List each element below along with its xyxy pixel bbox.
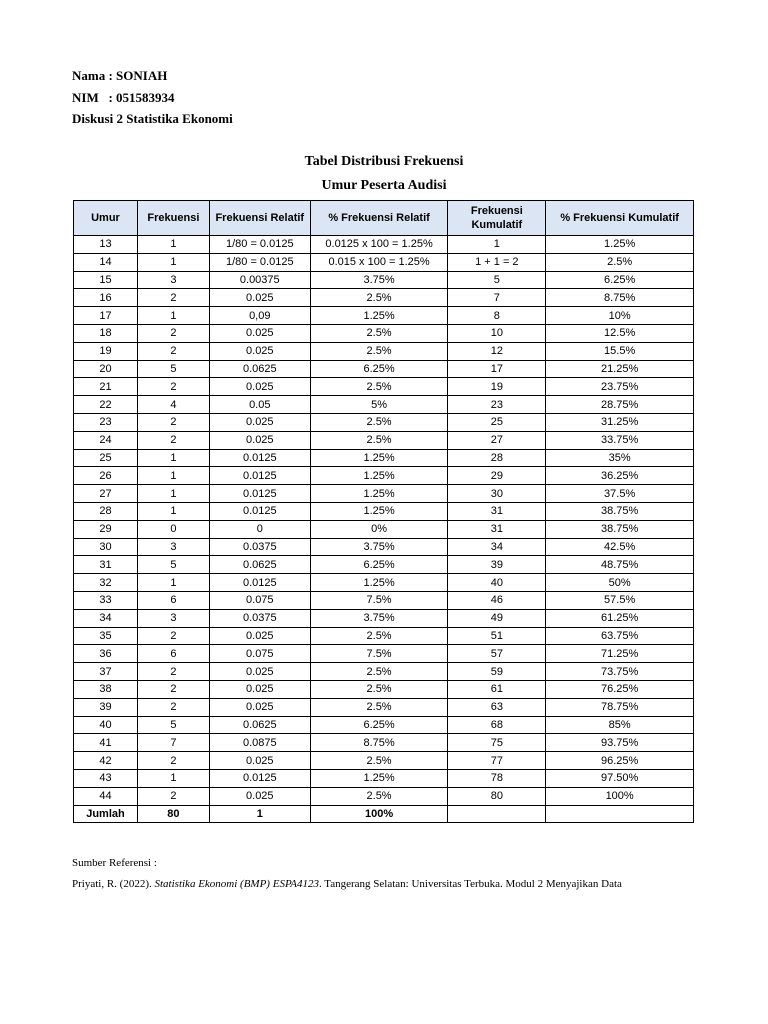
- col-header-frekuensi-kumulatif: Frekuensi Kumulatif: [448, 201, 546, 236]
- cell-persen-frekuensi-relatif: 6.25%: [310, 556, 448, 574]
- cell-umur: 29: [74, 520, 138, 538]
- cell-frekuensi-kumulatif: 31: [448, 502, 546, 520]
- cell-frekuensi-kumulatif: 12: [448, 342, 546, 360]
- cell-frekuensi-relatif: 0.025: [209, 627, 310, 645]
- cell-umur: 20: [74, 360, 138, 378]
- cell-umur: 18: [74, 324, 138, 342]
- cell-frekuensi-kumulatif: 68: [448, 716, 546, 734]
- cell-persen-frekuensi-kumulatif: 50%: [546, 574, 694, 592]
- reference-publisher: . Tangerang Selatan: Universitas Terbuka. Modul 2 Menyajikan Data: [318, 878, 622, 890]
- table-row: [74, 502, 694, 520]
- cell-frekuensi: 2: [137, 431, 209, 449]
- cell-frekuensi-relatif: 1/80 = 0.0125: [209, 236, 310, 254]
- cell-frekuensi-kumulatif: 5: [448, 271, 546, 289]
- cell-frekuensi: 5: [137, 556, 209, 574]
- cell-persen-frekuensi-relatif: 1.25%: [310, 502, 448, 520]
- cell-persen-frekuensi-kumulatif: 36.25%: [546, 467, 694, 485]
- table-row: [74, 413, 694, 431]
- cell-frekuensi: 1: [137, 574, 209, 592]
- cell-frekuensi-kumulatif: 63: [448, 698, 546, 716]
- cell-frekuensi-kumulatif: 30: [448, 485, 546, 503]
- cell-persen-frekuensi-kumulatif: 57.5%: [546, 591, 694, 609]
- cell-umur: 16: [74, 289, 138, 307]
- total-frekuensi-relatif: 1: [209, 805, 310, 823]
- col-header-persen-frekuensi-relatif: % Frekuensi Relatif: [310, 201, 448, 236]
- cell-persen-frekuensi-kumulatif: 71.25%: [546, 645, 694, 663]
- cell-persen-frekuensi-relatif: 1.25%: [310, 467, 448, 485]
- table-row: [74, 645, 694, 663]
- table-row: [74, 734, 694, 752]
- cell-persen-frekuensi-relatif: 6.25%: [310, 716, 448, 734]
- cell-persen-frekuensi-relatif: 2.5%: [310, 787, 448, 805]
- cell-persen-frekuensi-kumulatif: 23.75%: [546, 378, 694, 396]
- cell-frekuensi-kumulatif: 51: [448, 627, 546, 645]
- reference-author: Priyati, R. (2022).: [72, 878, 155, 890]
- cell-persen-frekuensi-kumulatif: 63.75%: [546, 627, 694, 645]
- cell-persen-frekuensi-kumulatif: 96.25%: [546, 752, 694, 770]
- cell-frekuensi: 1: [137, 236, 209, 254]
- cell-umur: 17: [74, 307, 138, 325]
- cell-persen-frekuensi-relatif: 2.5%: [310, 289, 448, 307]
- cell-frekuensi: 3: [137, 271, 209, 289]
- cell-frekuensi-kumulatif: 19: [448, 378, 546, 396]
- table-row: [74, 627, 694, 645]
- cell-frekuensi-relatif: 0: [209, 520, 310, 538]
- cell-frekuensi-relatif: 0.025: [209, 413, 310, 431]
- cell-persen-frekuensi-relatif: 8.75%: [310, 734, 448, 752]
- cell-frekuensi: 2: [137, 342, 209, 360]
- cell-persen-frekuensi-relatif: 2.5%: [310, 378, 448, 396]
- cell-persen-frekuensi-relatif: 7.5%: [310, 645, 448, 663]
- cell-umur: 36: [74, 645, 138, 663]
- cell-umur: 28: [74, 502, 138, 520]
- cell-persen-frekuensi-kumulatif: 61.25%: [546, 609, 694, 627]
- table-row: [74, 289, 694, 307]
- cell-frekuensi-relatif: 0.0125: [209, 449, 310, 467]
- table-total-row: [74, 805, 694, 823]
- cell-umur: 38: [74, 680, 138, 698]
- table-row: [74, 485, 694, 503]
- cell-frekuensi-kumulatif: 17: [448, 360, 546, 378]
- table-subtitle: Umur Peserta Audisi: [321, 178, 447, 193]
- cell-frekuensi-relatif: 0.00375: [209, 271, 310, 289]
- cell-frekuensi: 2: [137, 378, 209, 396]
- cell-umur: 14: [74, 253, 138, 271]
- cell-frekuensi: 3: [137, 538, 209, 556]
- cell-frekuensi-relatif: 0.025: [209, 698, 310, 716]
- cell-umur: 24: [74, 431, 138, 449]
- cell-umur: 21: [74, 378, 138, 396]
- nim-value: : 051583934: [108, 90, 175, 105]
- col-header-persen-frekuensi-kumulatif: % Frekuensi Kumulatif: [546, 201, 694, 236]
- cell-frekuensi-relatif: 0.025: [209, 431, 310, 449]
- cell-umur: 35: [74, 627, 138, 645]
- discussion-subject: Diskusi 2 Statistika Ekonomi: [72, 111, 233, 126]
- cell-frekuensi-relatif: 0.0625: [209, 360, 310, 378]
- cell-frekuensi-kumulatif: 80: [448, 787, 546, 805]
- cell-persen-frekuensi-kumulatif: 35%: [546, 449, 694, 467]
- cell-frekuensi: 4: [137, 396, 209, 414]
- cell-frekuensi-relatif: 0.0625: [209, 716, 310, 734]
- cell-frekuensi-kumulatif: 77: [448, 752, 546, 770]
- cell-frekuensi-relatif: 0.075: [209, 591, 310, 609]
- cell-frekuensi-kumulatif: 25: [448, 413, 546, 431]
- cell-umur: 43: [74, 769, 138, 787]
- table-row: [74, 752, 694, 770]
- cell-persen-frekuensi-kumulatif: 93.75%: [546, 734, 694, 752]
- table-row: [74, 698, 694, 716]
- table-row: [74, 663, 694, 681]
- cell-frekuensi-kumulatif: 78: [448, 769, 546, 787]
- cell-umur: 27: [74, 485, 138, 503]
- cell-frekuensi: 1: [137, 253, 209, 271]
- cell-frekuensi: 2: [137, 413, 209, 431]
- cell-umur: 25: [74, 449, 138, 467]
- cell-persen-frekuensi-relatif: 2.5%: [310, 680, 448, 698]
- table-row: [74, 449, 694, 467]
- cell-frekuensi-kumulatif: 29: [448, 467, 546, 485]
- cell-umur: 41: [74, 734, 138, 752]
- reference-book-title: Statistika Ekonomi (BMP) ESPA4123: [154, 878, 319, 890]
- cell-persen-frekuensi-kumulatif: 38.75%: [546, 520, 694, 538]
- cell-frekuensi: 1: [137, 485, 209, 503]
- cell-persen-frekuensi-relatif: 2.5%: [310, 342, 448, 360]
- cell-frekuensi-relatif: 0.0375: [209, 609, 310, 627]
- cell-persen-frekuensi-kumulatif: 33.75%: [546, 431, 694, 449]
- table-row: [74, 360, 694, 378]
- cell-persen-frekuensi-kumulatif: 73.75%: [546, 663, 694, 681]
- cell-persen-frekuensi-relatif: 3.75%: [310, 609, 448, 627]
- cell-frekuensi-relatif: 0.025: [209, 342, 310, 360]
- cell-persen-frekuensi-relatif: 5%: [310, 396, 448, 414]
- cell-frekuensi-relatif: 0.025: [209, 663, 310, 681]
- cell-persen-frekuensi-relatif: 2.5%: [310, 698, 448, 716]
- cell-persen-frekuensi-kumulatif: 12.5%: [546, 324, 694, 342]
- cell-frekuensi: 2: [137, 752, 209, 770]
- cell-frekuensi-relatif: 1/80 = 0.0125: [209, 253, 310, 271]
- table-row: [74, 556, 694, 574]
- total-persen-frekuensi-kumulatif: [546, 805, 694, 823]
- cell-persen-frekuensi-kumulatif: 1.25%: [546, 236, 694, 254]
- table-row: [74, 253, 694, 271]
- cell-umur: 33: [74, 591, 138, 609]
- table-row: [74, 574, 694, 592]
- cell-persen-frekuensi-kumulatif: 97.50%: [546, 769, 694, 787]
- cell-frekuensi-kumulatif: 27: [448, 431, 546, 449]
- cell-frekuensi-relatif: 0.025: [209, 787, 310, 805]
- cell-frekuensi-relatif: 0.025: [209, 752, 310, 770]
- col-header-frekuensi-relatif: Frekuensi Relatif: [209, 201, 310, 236]
- cell-persen-frekuensi-relatif: 1.25%: [310, 307, 448, 325]
- cell-frekuensi-relatif: 0.0875: [209, 734, 310, 752]
- cell-frekuensi-kumulatif: 10: [448, 324, 546, 342]
- table-row: [74, 538, 694, 556]
- cell-persen-frekuensi-kumulatif: 76.25%: [546, 680, 694, 698]
- cell-frekuensi-kumulatif: 46: [448, 591, 546, 609]
- cell-persen-frekuensi-relatif: 2.5%: [310, 413, 448, 431]
- cell-frekuensi: 3: [137, 609, 209, 627]
- table-row: [74, 520, 694, 538]
- cell-persen-frekuensi-kumulatif: 37.5%: [546, 485, 694, 503]
- cell-persen-frekuensi-relatif: 2.5%: [310, 431, 448, 449]
- cell-frekuensi-kumulatif: 31: [448, 520, 546, 538]
- cell-frekuensi: 2: [137, 698, 209, 716]
- cell-frekuensi-kumulatif: 59: [448, 663, 546, 681]
- cell-persen-frekuensi-relatif: 7.5%: [310, 591, 448, 609]
- cell-persen-frekuensi-kumulatif: 31.25%: [546, 413, 694, 431]
- cell-frekuensi: 7: [137, 734, 209, 752]
- student-nim: [72, 90, 175, 106]
- cell-umur: 31: [74, 556, 138, 574]
- reference-citation: [72, 878, 622, 890]
- cell-umur: 37: [74, 663, 138, 681]
- cell-frekuensi-kumulatif: 7: [448, 289, 546, 307]
- table-title: Tabel Distribusi Frekuensi: [304, 154, 464, 169]
- table-row: [74, 307, 694, 325]
- cell-frekuensi-kumulatif: 40: [448, 574, 546, 592]
- cell-umur: 22: [74, 396, 138, 414]
- cell-frekuensi-relatif: 0.0125: [209, 769, 310, 787]
- cell-frekuensi-relatif: 0.0125: [209, 502, 310, 520]
- table-row: [74, 716, 694, 734]
- cell-persen-frekuensi-kumulatif: 48.75%: [546, 556, 694, 574]
- cell-umur: 23: [74, 413, 138, 431]
- cell-frekuensi-relatif: 0.025: [209, 289, 310, 307]
- cell-umur: 39: [74, 698, 138, 716]
- cell-frekuensi: 5: [137, 716, 209, 734]
- cell-frekuensi: 0: [137, 520, 209, 538]
- cell-frekuensi-relatif: 0.025: [209, 378, 310, 396]
- cell-frekuensi: 1: [137, 769, 209, 787]
- table-row: [74, 378, 694, 396]
- cell-persen-frekuensi-relatif: 0.0125 x 100 = 1.25%: [310, 236, 448, 254]
- table-row: [74, 769, 694, 787]
- col-header-umur: Umur: [74, 201, 138, 236]
- cell-frekuensi: 6: [137, 645, 209, 663]
- cell-persen-frekuensi-kumulatif: 10%: [546, 307, 694, 325]
- table-header-row: [74, 201, 694, 236]
- cell-frekuensi-kumulatif: 1: [448, 236, 546, 254]
- cell-persen-frekuensi-relatif: 1.25%: [310, 449, 448, 467]
- cell-frekuensi: 2: [137, 680, 209, 698]
- cell-frekuensi: 2: [137, 627, 209, 645]
- cell-persen-frekuensi-kumulatif: 21.25%: [546, 360, 694, 378]
- cell-umur: 44: [74, 787, 138, 805]
- table-row: [74, 431, 694, 449]
- cell-umur: 13: [74, 236, 138, 254]
- cell-persen-frekuensi-kumulatif: 85%: [546, 716, 694, 734]
- cell-frekuensi-relatif: 0.0125: [209, 467, 310, 485]
- nim-label: NIM: [72, 90, 99, 105]
- cell-persen-frekuensi-kumulatif: 6.25%: [546, 271, 694, 289]
- cell-frekuensi-relatif: 0.0625: [209, 556, 310, 574]
- cell-frekuensi-relatif: 0,09: [209, 307, 310, 325]
- cell-frekuensi: 2: [137, 289, 209, 307]
- cell-frekuensi-kumulatif: 39: [448, 556, 546, 574]
- cell-persen-frekuensi-relatif: 6.25%: [310, 360, 448, 378]
- total-frekuensi: 80: [137, 805, 209, 823]
- cell-persen-frekuensi-relatif: 2.5%: [310, 324, 448, 342]
- cell-umur: 40: [74, 716, 138, 734]
- cell-persen-frekuensi-kumulatif: 38.75%: [546, 502, 694, 520]
- cell-frekuensi-relatif: 0.0125: [209, 574, 310, 592]
- cell-frekuensi: 1: [137, 502, 209, 520]
- cell-frekuensi: 5: [137, 360, 209, 378]
- total-persen-frekuensi-relatif: 100%: [310, 805, 448, 823]
- table-row: [74, 236, 694, 254]
- cell-frekuensi-kumulatif: 8: [448, 307, 546, 325]
- cell-frekuensi-kumulatif: 49: [448, 609, 546, 627]
- cell-umur: 42: [74, 752, 138, 770]
- cell-persen-frekuensi-kumulatif: 15.5%: [546, 342, 694, 360]
- reference-heading: Sumber Referensi :: [72, 857, 157, 869]
- cell-frekuensi-relatif: 0.075: [209, 645, 310, 663]
- cell-umur: 15: [74, 271, 138, 289]
- cell-frekuensi: 2: [137, 324, 209, 342]
- cell-frekuensi-kumulatif: 57: [448, 645, 546, 663]
- cell-frekuensi-relatif: 0.025: [209, 324, 310, 342]
- cell-frekuensi-kumulatif: 23: [448, 396, 546, 414]
- table-row: [74, 396, 694, 414]
- cell-frekuensi-kumulatif: 28: [448, 449, 546, 467]
- table-row: [74, 467, 694, 485]
- cell-umur: 26: [74, 467, 138, 485]
- cell-frekuensi-relatif: 0.05: [209, 396, 310, 414]
- cell-persen-frekuensi-relatif: 2.5%: [310, 627, 448, 645]
- cell-frekuensi: 1: [137, 307, 209, 325]
- cell-frekuensi-relatif: 0.0375: [209, 538, 310, 556]
- cell-frekuensi: 2: [137, 663, 209, 681]
- table-row: [74, 609, 694, 627]
- student-name: Nama : SONIAH: [72, 68, 168, 83]
- table-row: [74, 787, 694, 805]
- cell-persen-frekuensi-kumulatif: 42.5%: [546, 538, 694, 556]
- total-umur: Jumlah: [74, 805, 138, 823]
- frequency-table: [73, 200, 694, 823]
- cell-persen-frekuensi-relatif: 3.75%: [310, 538, 448, 556]
- cell-frekuensi-kumulatif: 75: [448, 734, 546, 752]
- cell-persen-frekuensi-kumulatif: 2.5%: [546, 253, 694, 271]
- cell-persen-frekuensi-relatif: 2.5%: [310, 663, 448, 681]
- cell-persen-frekuensi-kumulatif: 78.75%: [546, 698, 694, 716]
- cell-frekuensi-kumulatif: 1 + 1 = 2: [448, 253, 546, 271]
- cell-frekuensi-relatif: 0.025: [209, 680, 310, 698]
- cell-frekuensi-kumulatif: 34: [448, 538, 546, 556]
- cell-persen-frekuensi-relatif: 0.015 x 100 = 1.25%: [310, 253, 448, 271]
- col-header-frekuensi: Frekuensi: [137, 201, 209, 236]
- table-row: [74, 342, 694, 360]
- cell-frekuensi-relatif: 0.0125: [209, 485, 310, 503]
- cell-frekuensi: 6: [137, 591, 209, 609]
- table-row: [74, 271, 694, 289]
- cell-umur: 19: [74, 342, 138, 360]
- cell-frekuensi-kumulatif: 61: [448, 680, 546, 698]
- cell-persen-frekuensi-relatif: 1.25%: [310, 485, 448, 503]
- cell-persen-frekuensi-relatif: 0%: [310, 520, 448, 538]
- cell-umur: 32: [74, 574, 138, 592]
- cell-umur: 30: [74, 538, 138, 556]
- cell-persen-frekuensi-kumulatif: 28.75%: [546, 396, 694, 414]
- cell-persen-frekuensi-relatif: 1.25%: [310, 574, 448, 592]
- cell-frekuensi: 1: [137, 449, 209, 467]
- table-row: [74, 680, 694, 698]
- table-row: [74, 324, 694, 342]
- cell-persen-frekuensi-kumulatif: 8.75%: [546, 289, 694, 307]
- cell-frekuensi: 2: [137, 787, 209, 805]
- table-row: [74, 591, 694, 609]
- cell-umur: 34: [74, 609, 138, 627]
- cell-frekuensi: 1: [137, 467, 209, 485]
- cell-persen-frekuensi-kumulatif: 100%: [546, 787, 694, 805]
- cell-persen-frekuensi-relatif: 2.5%: [310, 752, 448, 770]
- cell-persen-frekuensi-relatif: 3.75%: [310, 271, 448, 289]
- cell-persen-frekuensi-relatif: 1.25%: [310, 769, 448, 787]
- total-frekuensi-kumulatif: [448, 805, 546, 823]
